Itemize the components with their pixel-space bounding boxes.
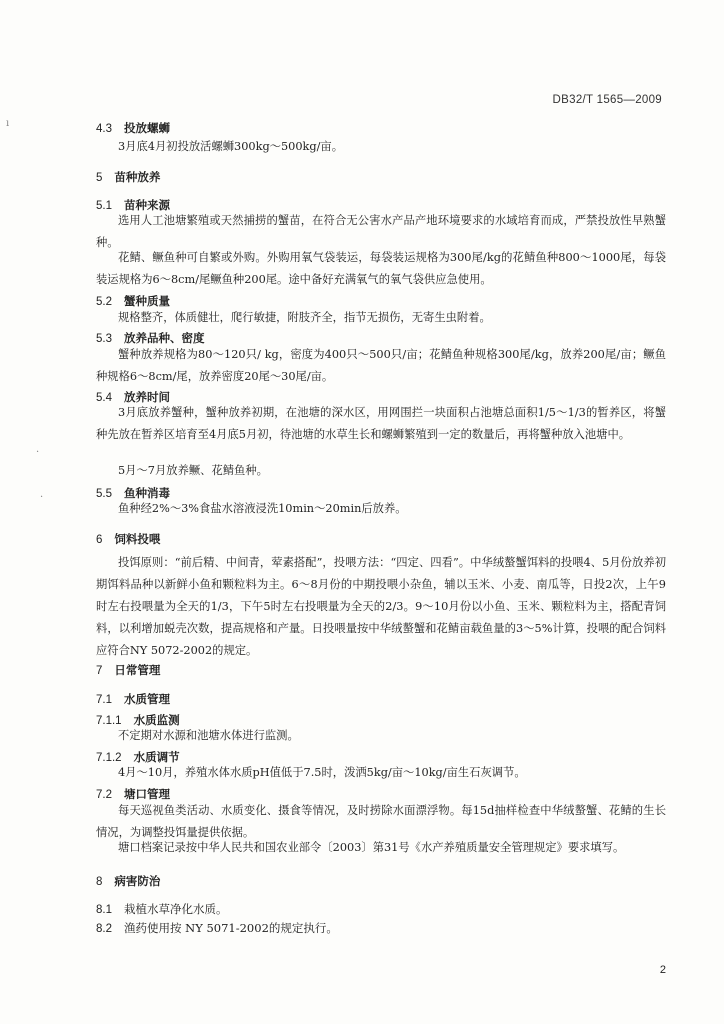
- heading-number: 5: [96, 172, 103, 184]
- heading-7: [96, 661, 160, 680]
- heading-title: 放养时间: [124, 390, 170, 404]
- heading-title: 水质调节: [133, 750, 180, 764]
- scan-mark: ·: [36, 447, 40, 458]
- heading-title: 日常管理: [114, 663, 161, 677]
- heading-number: 7.1.2: [96, 752, 122, 764]
- paragraph: 每天巡视鱼类活动、水质变化、摄食等情况，及时捞除水面漂浮物。每15d抽样检查中华绒螯蟹、花鲭的生长情况，为调整投饵量提供依据。: [96, 804, 666, 839]
- clause-8-1: [96, 900, 228, 919]
- paragraph: 塘口档案记录按中华人民共和国农业部令〔2003〕第31号《水产养殖质量安全管理规定》要求填写。: [118, 841, 625, 854]
- heading-title: 病害防治: [114, 874, 161, 888]
- heading-title: 饲料投喂: [114, 532, 161, 546]
- clause-number: 8.1: [96, 904, 112, 916]
- paragraph: 蟹种放养规格为80～120只/ kg，密度为400只～500只/亩；花鲭鱼种规格300尾/kg，放养200尾/亩；鳜鱼种规格6～8cm/尾，放养密度20尾～30尾/亩。: [96, 348, 666, 383]
- heading-title: 投放螺蛳: [124, 121, 170, 135]
- heading-title: 苗种来源: [124, 198, 170, 212]
- clause-text: 栽植水草净化水质。: [124, 902, 228, 916]
- paragraph: 3月底放养蟹种，蟹种放养初期，在池塘的深水区，用网围拦一块面积占池塘总面积1/5～1/3的暂养区，将蟹种先放在暂养区培育至4月底5月初，待池塘的水草生长和螺蛳繁殖到一定的数量后，再将蟹种放入池塘中。: [96, 406, 666, 441]
- heading-number: 7.1: [96, 694, 112, 706]
- paragraph: 投饵原则：“前后精、中间青，荤素搭配”，投喂方法：“四定、四看”。中华绒螯蟹饵料的投喂4、5月份放养初期饵料品种以新鲜小鱼和颗粒料为主。6～8月份的中期投喂小杂鱼，辅以玉米、小麦、南瓜等，日投2次，上午9时左右投喂量为全天的1/3，下午5时左右投喂量为全天的2/3。9～10月份以小鱼、玉米、颗粒料为主，搭配青饲料，以利增加蜕壳次数，提高规格和产量。日投喂量按中华绒螯蟹和花鲭亩载鱼量的3～5%计算，投喂的配合饲料应符合NY 5072-2002的规定。: [96, 556, 666, 657]
- clause-number: 8.2: [96, 923, 112, 935]
- heading-number: 7.2: [96, 789, 112, 801]
- paragraph: 5月～7月放养鳜、花鲭鱼种。: [118, 464, 268, 477]
- heading-title: 放养品种、密度: [124, 331, 205, 345]
- heading-number: 7: [96, 665, 103, 677]
- heading-number: 5.3: [96, 333, 112, 345]
- heading-number: 6: [96, 534, 103, 546]
- heading-title: 水质管理: [124, 692, 170, 706]
- scan-mark: ı: [6, 118, 10, 129]
- heading-5: [96, 168, 160, 187]
- paragraph: 3月底4月初投放活螺蛳300kg～500kg/亩。: [118, 140, 344, 153]
- heading-number: 5.1: [96, 200, 112, 212]
- heading-number: 7.1.1: [96, 715, 122, 727]
- heading-number: 5.4: [96, 392, 112, 404]
- paragraph: 规格整齐，体质健壮，爬行敏捷，附肢齐全，指节无损伤，无寄生虫附着。: [118, 311, 491, 324]
- heading-number: 8: [96, 876, 103, 888]
- heading-title: 蟹种质量: [124, 294, 170, 308]
- standard-code: DB32/T 1565—2009: [552, 94, 662, 106]
- clause-8-2: [96, 919, 338, 938]
- heading-number: 5.5: [96, 488, 112, 500]
- paragraph: 不定期对水源和池塘水体进行监测。: [118, 729, 299, 742]
- clause-text: 渔药使用按 NY 5071-2002的规定执行。: [124, 921, 338, 935]
- heading-8: [96, 872, 160, 891]
- heading-title: 鱼种消毒: [124, 486, 170, 500]
- scan-mark: ·: [40, 492, 44, 503]
- page-number: 2: [659, 964, 666, 976]
- paragraph: 花鲭、鳜鱼种可自繁或外购。外购用氧气袋装运，每袋装运规格为300尾/kg的花鲭鱼种800～1000尾，每袋装运规格为6～8cm/尾鳜鱼种200尾。途中备好充满氧气的氧气袋供应急使用。: [96, 251, 666, 286]
- heading-title: 塘口管理: [124, 787, 170, 801]
- heading-number: 4.3: [96, 123, 112, 135]
- heading-7-1: [96, 690, 170, 709]
- heading-6: [96, 530, 160, 549]
- paragraph: 4月～10月，养殖水体水质pH值低于7.5时，泼洒5kg/亩～10kg/亩生石灰调节。: [118, 766, 526, 779]
- paragraph: 鱼种经2%～3%食盐水溶液浸洗10min～20min后放养。: [118, 502, 407, 515]
- heading-number: 5.2: [96, 296, 112, 308]
- heading-title: 苗种放养: [114, 170, 161, 184]
- paragraph: 选用人工池塘繁殖或天然捕捞的蟹苗，在符合无公害水产品产地环境要求的水域培育而成，严禁投放性早熟蟹种。: [96, 214, 666, 249]
- heading-title: 水质监测: [133, 713, 180, 727]
